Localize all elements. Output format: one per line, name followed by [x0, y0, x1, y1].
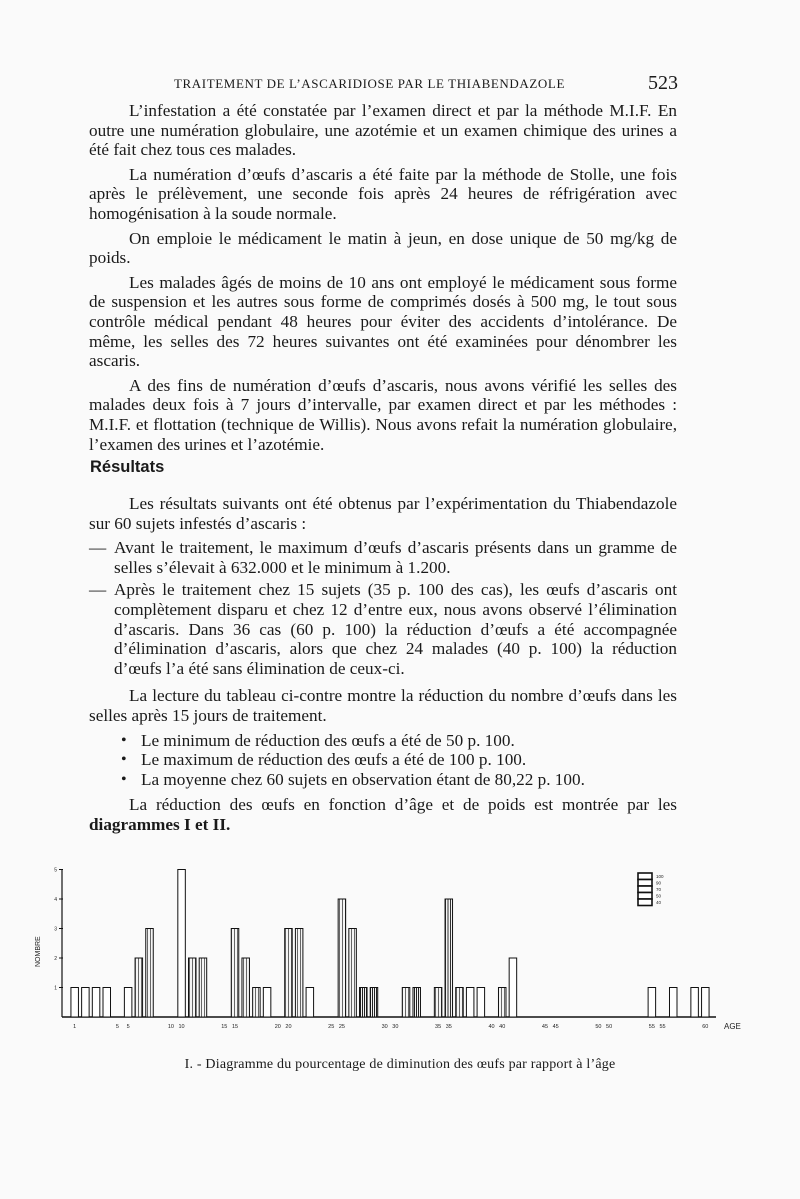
x-tick-label: 35 — [445, 1024, 452, 1030]
bar — [242, 958, 250, 1017]
x-tick-label: 5 — [115, 1024, 119, 1030]
bar — [456, 988, 464, 1018]
bar — [509, 958, 517, 1017]
x-tick-label: 5 — [126, 1024, 130, 1030]
results-section — [89, 494, 677, 840]
x-tick-label: 50 — [595, 1024, 602, 1030]
bar — [178, 870, 186, 1018]
diagram-reference: diagrammes I et II. — [89, 814, 231, 834]
bar — [349, 929, 357, 1018]
bar — [691, 988, 699, 1018]
legend-swatch — [638, 886, 652, 893]
x-tick-label: 25 — [328, 1024, 335, 1030]
bar — [648, 988, 656, 1018]
diagram-svg — [0, 855, 800, 1045]
legend-label: 100 — [656, 874, 664, 879]
x-axis-label: AGE — [724, 1022, 741, 1031]
bullet-item-text: Le minimum de réduction des œufs a été de 50 p. 100. — [141, 730, 515, 750]
bar — [146, 929, 154, 1018]
bullet-marker: • — [121, 731, 127, 749]
dash-list-item — [89, 538, 677, 577]
bar — [498, 988, 506, 1018]
bullet-item-text: Le maximum de réduction des œufs a été de 100 p. 100. — [141, 750, 527, 770]
bullet-item-text: La moyenne chez 60 sujets en observation étant de 80,22 p. 100. — [141, 769, 585, 789]
legend-label: 50 — [656, 893, 662, 899]
bullet-list-item — [89, 750, 677, 770]
x-tick-label: 15 — [231, 1024, 239, 1030]
x-tick-label: 45 — [552, 1024, 559, 1030]
bar — [199, 958, 207, 1017]
bar — [231, 929, 239, 1018]
bullet-marker: • — [121, 770, 127, 788]
bar — [263, 988, 271, 1018]
y-tick-label: 1 — [54, 985, 57, 992]
bar — [253, 988, 260, 1018]
legend-swatch — [638, 873, 652, 880]
intro-section — [89, 101, 677, 459]
bar — [82, 988, 90, 1018]
paragraph: A des fins de numération d’œufs d’ascaris, nous avons vérifié les selles des malades deux fois à 7 jours d’intervalle, par examen direct et par les méthodes : M.I.F. et flottation (technique de Willis). Nous avons refait la numération globulaire, l’examen des urines et l’azotémie. — [89, 375, 677, 454]
x-tick-label: 45 — [541, 1024, 549, 1030]
bullet-list-item — [89, 731, 677, 751]
bar — [71, 988, 79, 1018]
paragraph: Les malades âgés de moins de 10 ans ont employé le médicament sous forme de suspension et les autres sous forme de comprimés dosés à 500 mg, le tout sous contrôle médical pendant 48 heures pour éviter des accidents d’intolérance. De même, les selles des 72 heures suivantes ont été examinées pour dénombrer les ascaris. — [89, 272, 677, 371]
x-tick-label: 20 — [285, 1024, 292, 1030]
bar — [135, 958, 143, 1017]
bar — [434, 988, 442, 1018]
x-tick-label: 25 — [338, 1024, 345, 1030]
dash-marker: — — [89, 580, 107, 600]
paragraph: La lecture du tableau ci-contre montre la réduction du nombre d’œufs dans les selles après 15 jours de traitement. — [89, 686, 677, 725]
paragraph: Les résultats suivants ont été obtenus par l’expérimentation du Thiabendazole sur 60 sujets infestés d’ascaris : — [89, 494, 677, 533]
x-tick-label: 40 — [499, 1024, 506, 1030]
figure-caption: I. - Diagramme du pourcentage de diminution des œufs par rapport à l’âge — [184, 1057, 616, 1072]
x-tick-label: 10 — [167, 1024, 174, 1030]
x-tick-label: 35 — [435, 1024, 442, 1030]
bar — [702, 988, 710, 1018]
x-tick-label: 50 — [606, 1024, 613, 1030]
dash-marker: — — [89, 538, 107, 558]
paragraph: L’infestation a été constatée par l’examen direct et par la méthode M.I.F. En outre une numération globulaire, une azotémie et un examen chimique des urines a été fait chez tous ces malades. — [89, 101, 677, 160]
bar — [285, 929, 293, 1018]
y-tick-label: 3 — [54, 926, 57, 933]
dash-item-text: Après le traitement chez 15 sujets (35 p. 100 des cas), les œufs d’ascaris ont complètement disparu et chez 12 d’entre eux, nous avons observé l’élimination d’ascaris. Dans 36 cas (60 p. 100) la réduction d’œufs a été accompagnée d’élimination d’ascaris, alors que chez 24 malades (40 p. 100) la réduction d’œufs l’a été sans élimination de ceux-ci. — [114, 580, 677, 678]
x-tick-label: 10 — [178, 1024, 185, 1030]
legend-label: 70 — [656, 887, 662, 892]
x-tick-label: 30 — [392, 1024, 399, 1030]
bar — [413, 988, 421, 1018]
legend-label: 90 — [656, 880, 662, 886]
bar — [295, 929, 303, 1018]
legend-swatch — [638, 893, 652, 900]
paragraph — [89, 795, 677, 834]
x-tick-label: 1 — [73, 1024, 77, 1030]
dash-list-item — [89, 580, 677, 678]
diagram-chart — [0, 855, 800, 1045]
y-axis-label: NOMBRE — [35, 936, 42, 967]
running-header — [0, 74, 800, 98]
x-tick-label: 40 — [488, 1024, 495, 1030]
legend-label: 40 — [656, 900, 662, 905]
page-number: 523 — [648, 72, 678, 94]
bar — [445, 899, 453, 1017]
legend-swatch — [638, 880, 652, 887]
bar — [360, 988, 368, 1018]
bullet-list-item — [89, 770, 677, 790]
closing-text: La réduction des œufs en fonction d’âge et de poids est montrée par les — [129, 795, 677, 815]
x-tick-label: 55 — [659, 1024, 666, 1030]
bar — [306, 988, 314, 1018]
bar — [669, 988, 677, 1018]
bullet-marker: • — [121, 751, 127, 769]
x-tick-label: 30 — [381, 1024, 388, 1030]
dash-item-text: Avant le traitement, le maximum d’œufs d’ascaris présents dans un gramme de selles s’élevait à 632.000 et le minimum à 1.200. — [114, 538, 677, 577]
paragraph: On emploie le médicament le matin à jeun, en dose unique de 50 mg/kg de poids. — [89, 228, 677, 268]
section-heading-results: Résultats — [90, 458, 165, 476]
y-tick-label: 4 — [54, 897, 57, 903]
x-tick-label: 20 — [274, 1024, 281, 1030]
paragraph: La numération d’œufs d’ascaris a été faite par la méthode de Stolle, une fois après le prélèvement, une seconde fois après 24 heures de réfrigération avec homogénisation à la soude normale. — [89, 164, 677, 223]
bar — [92, 988, 100, 1018]
x-tick-label: 15 — [221, 1024, 228, 1030]
y-tick-label: 5 — [54, 867, 57, 874]
bar — [189, 958, 197, 1017]
bar — [370, 988, 378, 1018]
x-tick-label: 55 — [648, 1024, 655, 1030]
y-tick-label: 2 — [54, 956, 57, 962]
bar — [338, 899, 346, 1017]
legend-swatch — [638, 899, 652, 906]
running-title: TRAITEMENT DE L’ASCARIDIOSE PAR LE THIABENDAZOLE — [174, 76, 565, 91]
bar — [124, 988, 132, 1018]
bar — [466, 988, 474, 1018]
bar — [402, 988, 410, 1018]
bar — [103, 988, 111, 1018]
x-tick-label: 60 — [702, 1024, 709, 1030]
bar — [477, 988, 485, 1018]
